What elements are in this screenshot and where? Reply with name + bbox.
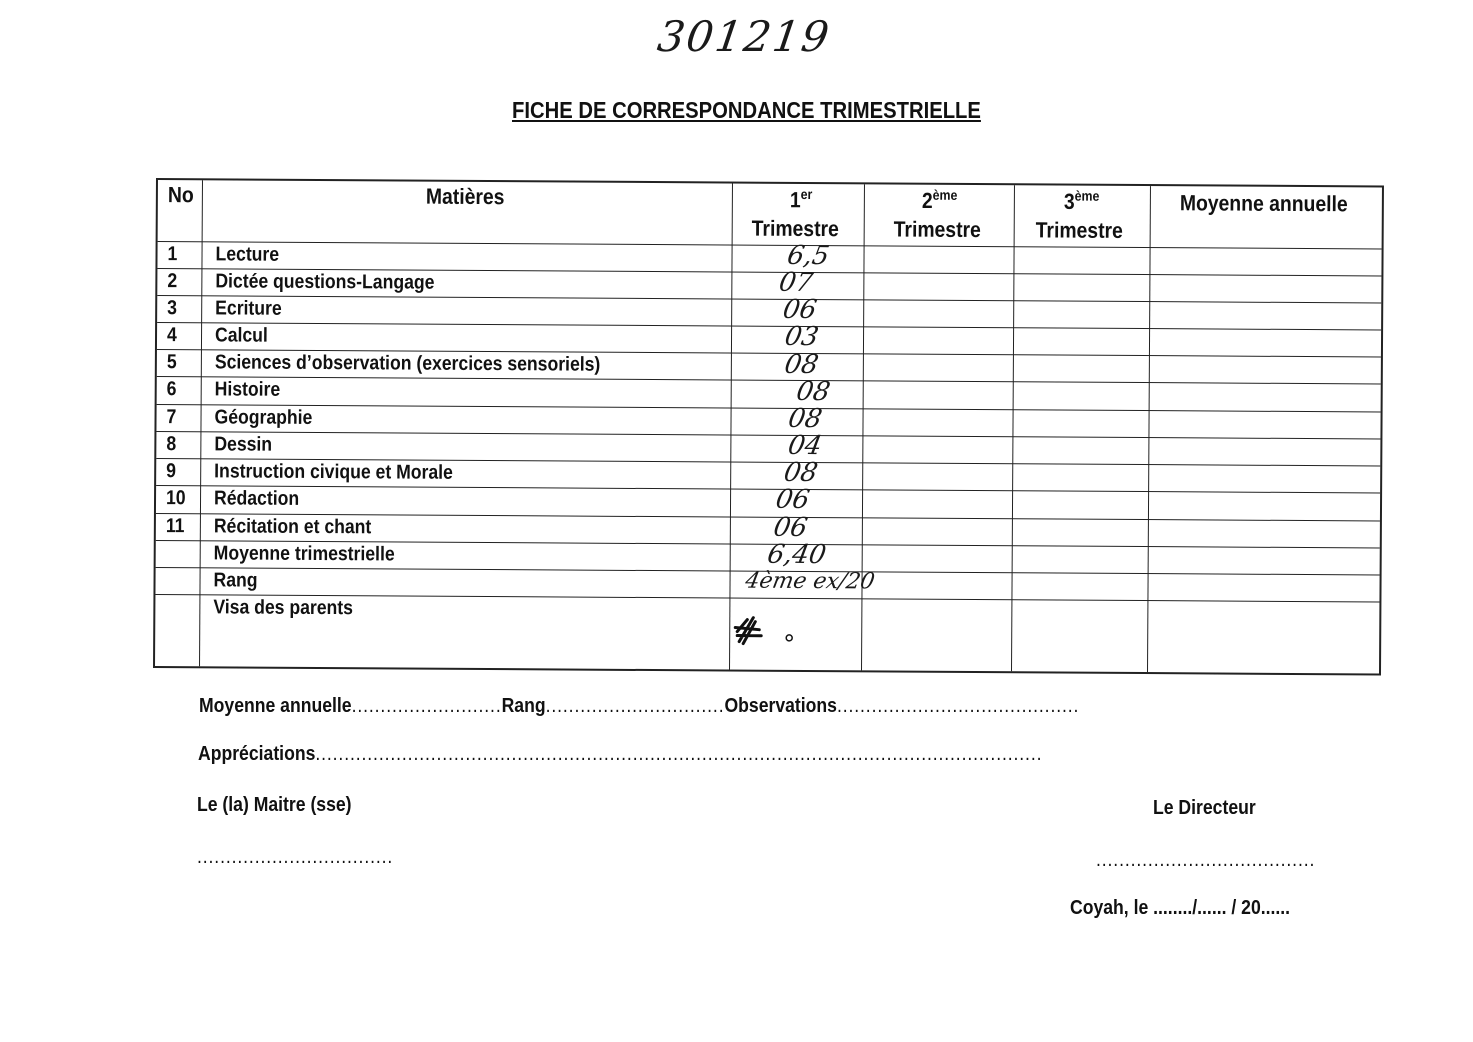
subject-name: Géographie bbox=[214, 406, 313, 429]
grade-t1-average: 6,40 bbox=[764, 539, 829, 571]
grade-t1-rank: 4ème ex/20 bbox=[743, 568, 877, 595]
header-t1-label: Trimestre bbox=[751, 215, 839, 242]
rank-label: Rang bbox=[501, 695, 546, 717]
teacher-label: Le (la) Maitre (sse) bbox=[197, 794, 352, 816]
subject-name: Rédaction bbox=[213, 487, 300, 510]
row-number: 3 bbox=[167, 297, 178, 320]
annual-average-label: Moyenne annuelle bbox=[199, 695, 352, 717]
grade-t1: 06 bbox=[780, 294, 820, 326]
row-number: 8 bbox=[166, 433, 177, 456]
grade-t1: 08 bbox=[781, 457, 821, 489]
header-t3-label: Trimestre bbox=[1035, 217, 1123, 243]
row-divider bbox=[158, 241, 1382, 249]
row-divider bbox=[157, 404, 1381, 412]
subject-name: Histoire bbox=[214, 378, 281, 401]
grade-t1: 06 bbox=[771, 512, 810, 543]
grade-t1: 03 bbox=[782, 321, 821, 353]
annual-average-line bbox=[199, 695, 1079, 718]
teacher-signature-dots: .................................. bbox=[197, 846, 394, 868]
row-divider bbox=[156, 431, 1380, 439]
handwritten-doc-number: 301219 bbox=[654, 12, 834, 61]
subject-name: Dictée questions-Langage bbox=[215, 270, 435, 294]
appreciations-line bbox=[198, 743, 1042, 766]
parent-signature-scribble bbox=[733, 614, 803, 654]
header-subjects: Matières bbox=[425, 183, 505, 210]
director-signature-dots: ...................................... bbox=[1096, 849, 1316, 871]
rank-dots: ............................... bbox=[545, 695, 725, 717]
grade-t1: 08 bbox=[793, 376, 833, 408]
row-divider bbox=[157, 376, 1381, 384]
grade-t1: 04 bbox=[785, 430, 825, 462]
header-t2-number: 2ème bbox=[921, 186, 958, 214]
subject-name: Lecture bbox=[215, 243, 280, 266]
subject-name: Instruction civique et Morale bbox=[214, 460, 453, 484]
director-label: Le Directeur bbox=[1153, 797, 1256, 819]
subject-name: Rang bbox=[213, 569, 258, 592]
grade-t1: 6,5 bbox=[784, 240, 832, 272]
header-no: No bbox=[167, 182, 194, 208]
appreciations-dots: .............................................................................................................................. bbox=[315, 743, 1043, 765]
subject-name: Calcul bbox=[214, 324, 268, 347]
grade-t1: 07 bbox=[776, 267, 816, 298]
header-t2-label: Trimestre bbox=[893, 216, 981, 243]
row-number: 1 bbox=[167, 243, 178, 266]
place-date: Coyah, le ......../...... / 20...... bbox=[1070, 897, 1291, 919]
page-title: FICHE DE CORRESPONDANCE TRIMESTRIELLE bbox=[512, 97, 981, 123]
subject-name: Visa des parents bbox=[213, 596, 354, 620]
subject-name: Ecriture bbox=[215, 297, 282, 320]
header-t1-number: 1er bbox=[789, 185, 813, 213]
appreciations-label: Appréciations bbox=[198, 743, 316, 765]
header-t3-number: 3ème bbox=[1063, 187, 1100, 214]
grade-t1: 08 bbox=[782, 349, 821, 381]
row-number: 11 bbox=[165, 515, 185, 538]
subject-name: Récitation et chant bbox=[213, 515, 372, 539]
row-divider bbox=[157, 295, 1381, 303]
row-divider bbox=[156, 485, 1380, 493]
grades-table bbox=[153, 178, 1384, 675]
observations-label: Observations bbox=[724, 695, 837, 717]
subject-name: Sciences d’observation (exercices sensoriels) bbox=[214, 351, 601, 376]
row-number: 10 bbox=[165, 487, 186, 510]
row-number: 9 bbox=[166, 460, 177, 483]
grade-t1: 06 bbox=[773, 484, 812, 515]
row-number: 7 bbox=[166, 406, 177, 429]
row-divider bbox=[157, 322, 1381, 330]
header-annual-average: Moyenne annuelle bbox=[1179, 190, 1348, 217]
grade-t1: 08 bbox=[785, 403, 825, 435]
row-number: 2 bbox=[167, 270, 178, 293]
subject-name: Moyenne trimestrielle bbox=[213, 542, 395, 566]
subject-name: Dessin bbox=[214, 433, 273, 456]
row-number: 5 bbox=[166, 351, 177, 374]
row-number: 4 bbox=[166, 324, 177, 347]
row-number: 6 bbox=[166, 378, 177, 401]
observations-dots: .......................................... bbox=[836, 695, 1080, 717]
annual-average-dots: .......................... bbox=[351, 695, 502, 717]
